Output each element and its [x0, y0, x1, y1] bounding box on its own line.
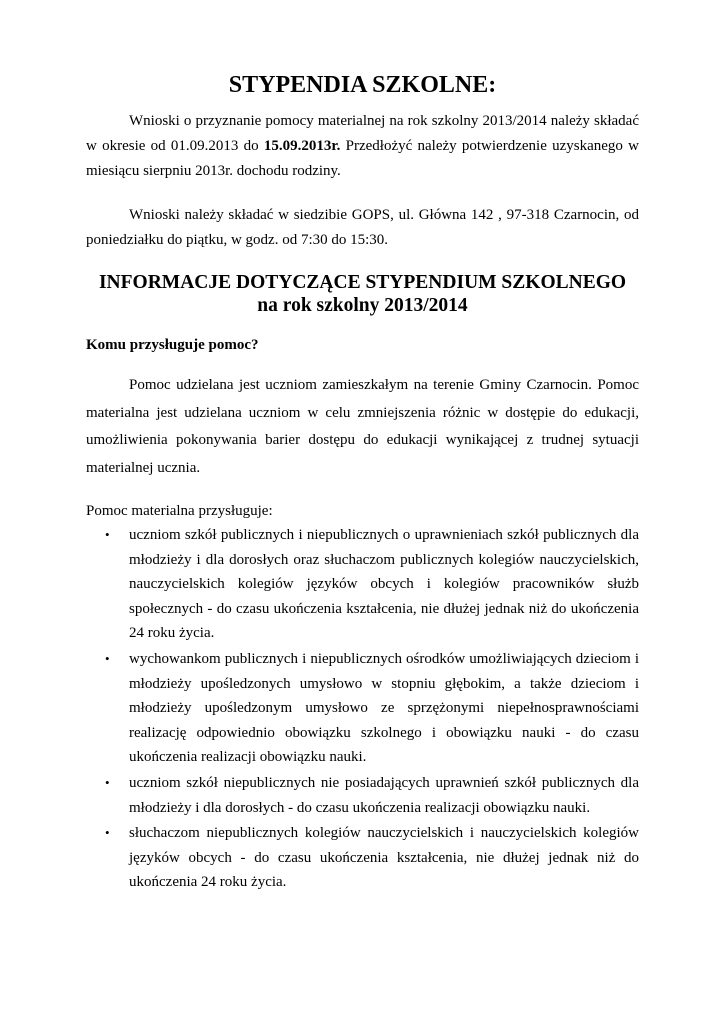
- eligibility-question: Komu przysługuje pomoc?: [86, 337, 259, 353]
- list-lead: Pomoc materialna przysługuje:: [86, 503, 273, 519]
- list-item-text: uczniom szkół niepublicznych nie posiadających uprawnień szkół publicznych dla młodzieży i dla dorosłych - do czasu ukończenia realizacji obowiązku nauki.: [129, 774, 639, 816]
- eligibility-list: [86, 523, 639, 896]
- list-item-text: wychowankom publicznych i niepublicznych ośrodków umożliwiających dzieciom i młodzieży upośledzonych umysłowo w stopniu głębokim, a także dzieciom i młodzieży upośledzonym umysłowo ze sprzężonymi niepełnosprawnościami realizację odpowiednio obowiązku szkolnego i obowiązku nauki - do czasu ukończenia realizacji obowiązku nauki.: [129, 650, 639, 766]
- section-heading: [86, 271, 639, 317]
- bullet-icon: •: [105, 650, 110, 666]
- bullet-icon: •: [105, 825, 110, 841]
- bullet-icon: •: [105, 527, 110, 542]
- list-item: [86, 771, 639, 820]
- list-item: [86, 647, 639, 770]
- list-item: [86, 821, 639, 895]
- section-heading-line2: na rok szkolny 2013/2014: [257, 295, 468, 316]
- list-item-text: słuchaczom niepublicznych kolegiów nauczycielskich i nauczycielskich kolegiów języków obcych - do czasu ukończenia kształcenia, nie dłużej jednak niż do ukończenia 24 roku życia.: [129, 825, 639, 891]
- paragraph-aid-purpose: Pomoc udzielana jest uczniom zamieszkałym na terenie Gminy Czarnocin. Pomoc materialna jest udzielana uczniom w celu zmniejszenia różnic w dostępie do edukacji, umożliwienia pokonywania barier dostępu do edukacji wynikającej z trudnej sytuacji materialnej ucznia.: [86, 377, 639, 476]
- paragraph-income-proof-text: Przedłożyć należy potwierdzenie uzyskanego w miesiącu sierpniu 2013r. dochodu rodziny.: [86, 138, 639, 179]
- paragraph-application-deadline: [86, 109, 639, 184]
- document-title: STYPENDIA SZKOLNE:: [228, 72, 497, 98]
- document-page: [86, 0, 639, 1024]
- list-item: [86, 523, 639, 646]
- bullet-icon: •: [105, 774, 110, 790]
- paragraph-office-location: Wnioski należy składać w siedzibie GOPS, ul. Główna 142 , 97-318 Czarnocin, od poniedziałku do piątku, w godz. od 7:30 do 15:30.: [86, 207, 639, 248]
- section-heading-line1: INFORMACJE DOTYCZĄCE STYPENDIUM SZKOLNEGO: [98, 272, 627, 293]
- deadline-date: 15.09.2013r.: [263, 138, 341, 154]
- list-item-text: uczniom szkół publicznych i niepublicznych o uprawnieniach szkół publicznych dla młodzieży i dla dorosłych oraz słuchaczom publicznych kolegiów nauczycielskich, nauczycielskich kolegiów języków obcych i kolegiów pracowników służb społecznych - do czasu ukończenia kształcenia, nie dłużej jednak niż do ukończenia 24 roku życia.: [129, 527, 639, 642]
- paragraph-application-deadline-text: Wnioski o przyznanie pomocy materialnej na rok szkolny 2013/2014 należy składać w okresie od 01.09.2013 do: [86, 113, 639, 154]
